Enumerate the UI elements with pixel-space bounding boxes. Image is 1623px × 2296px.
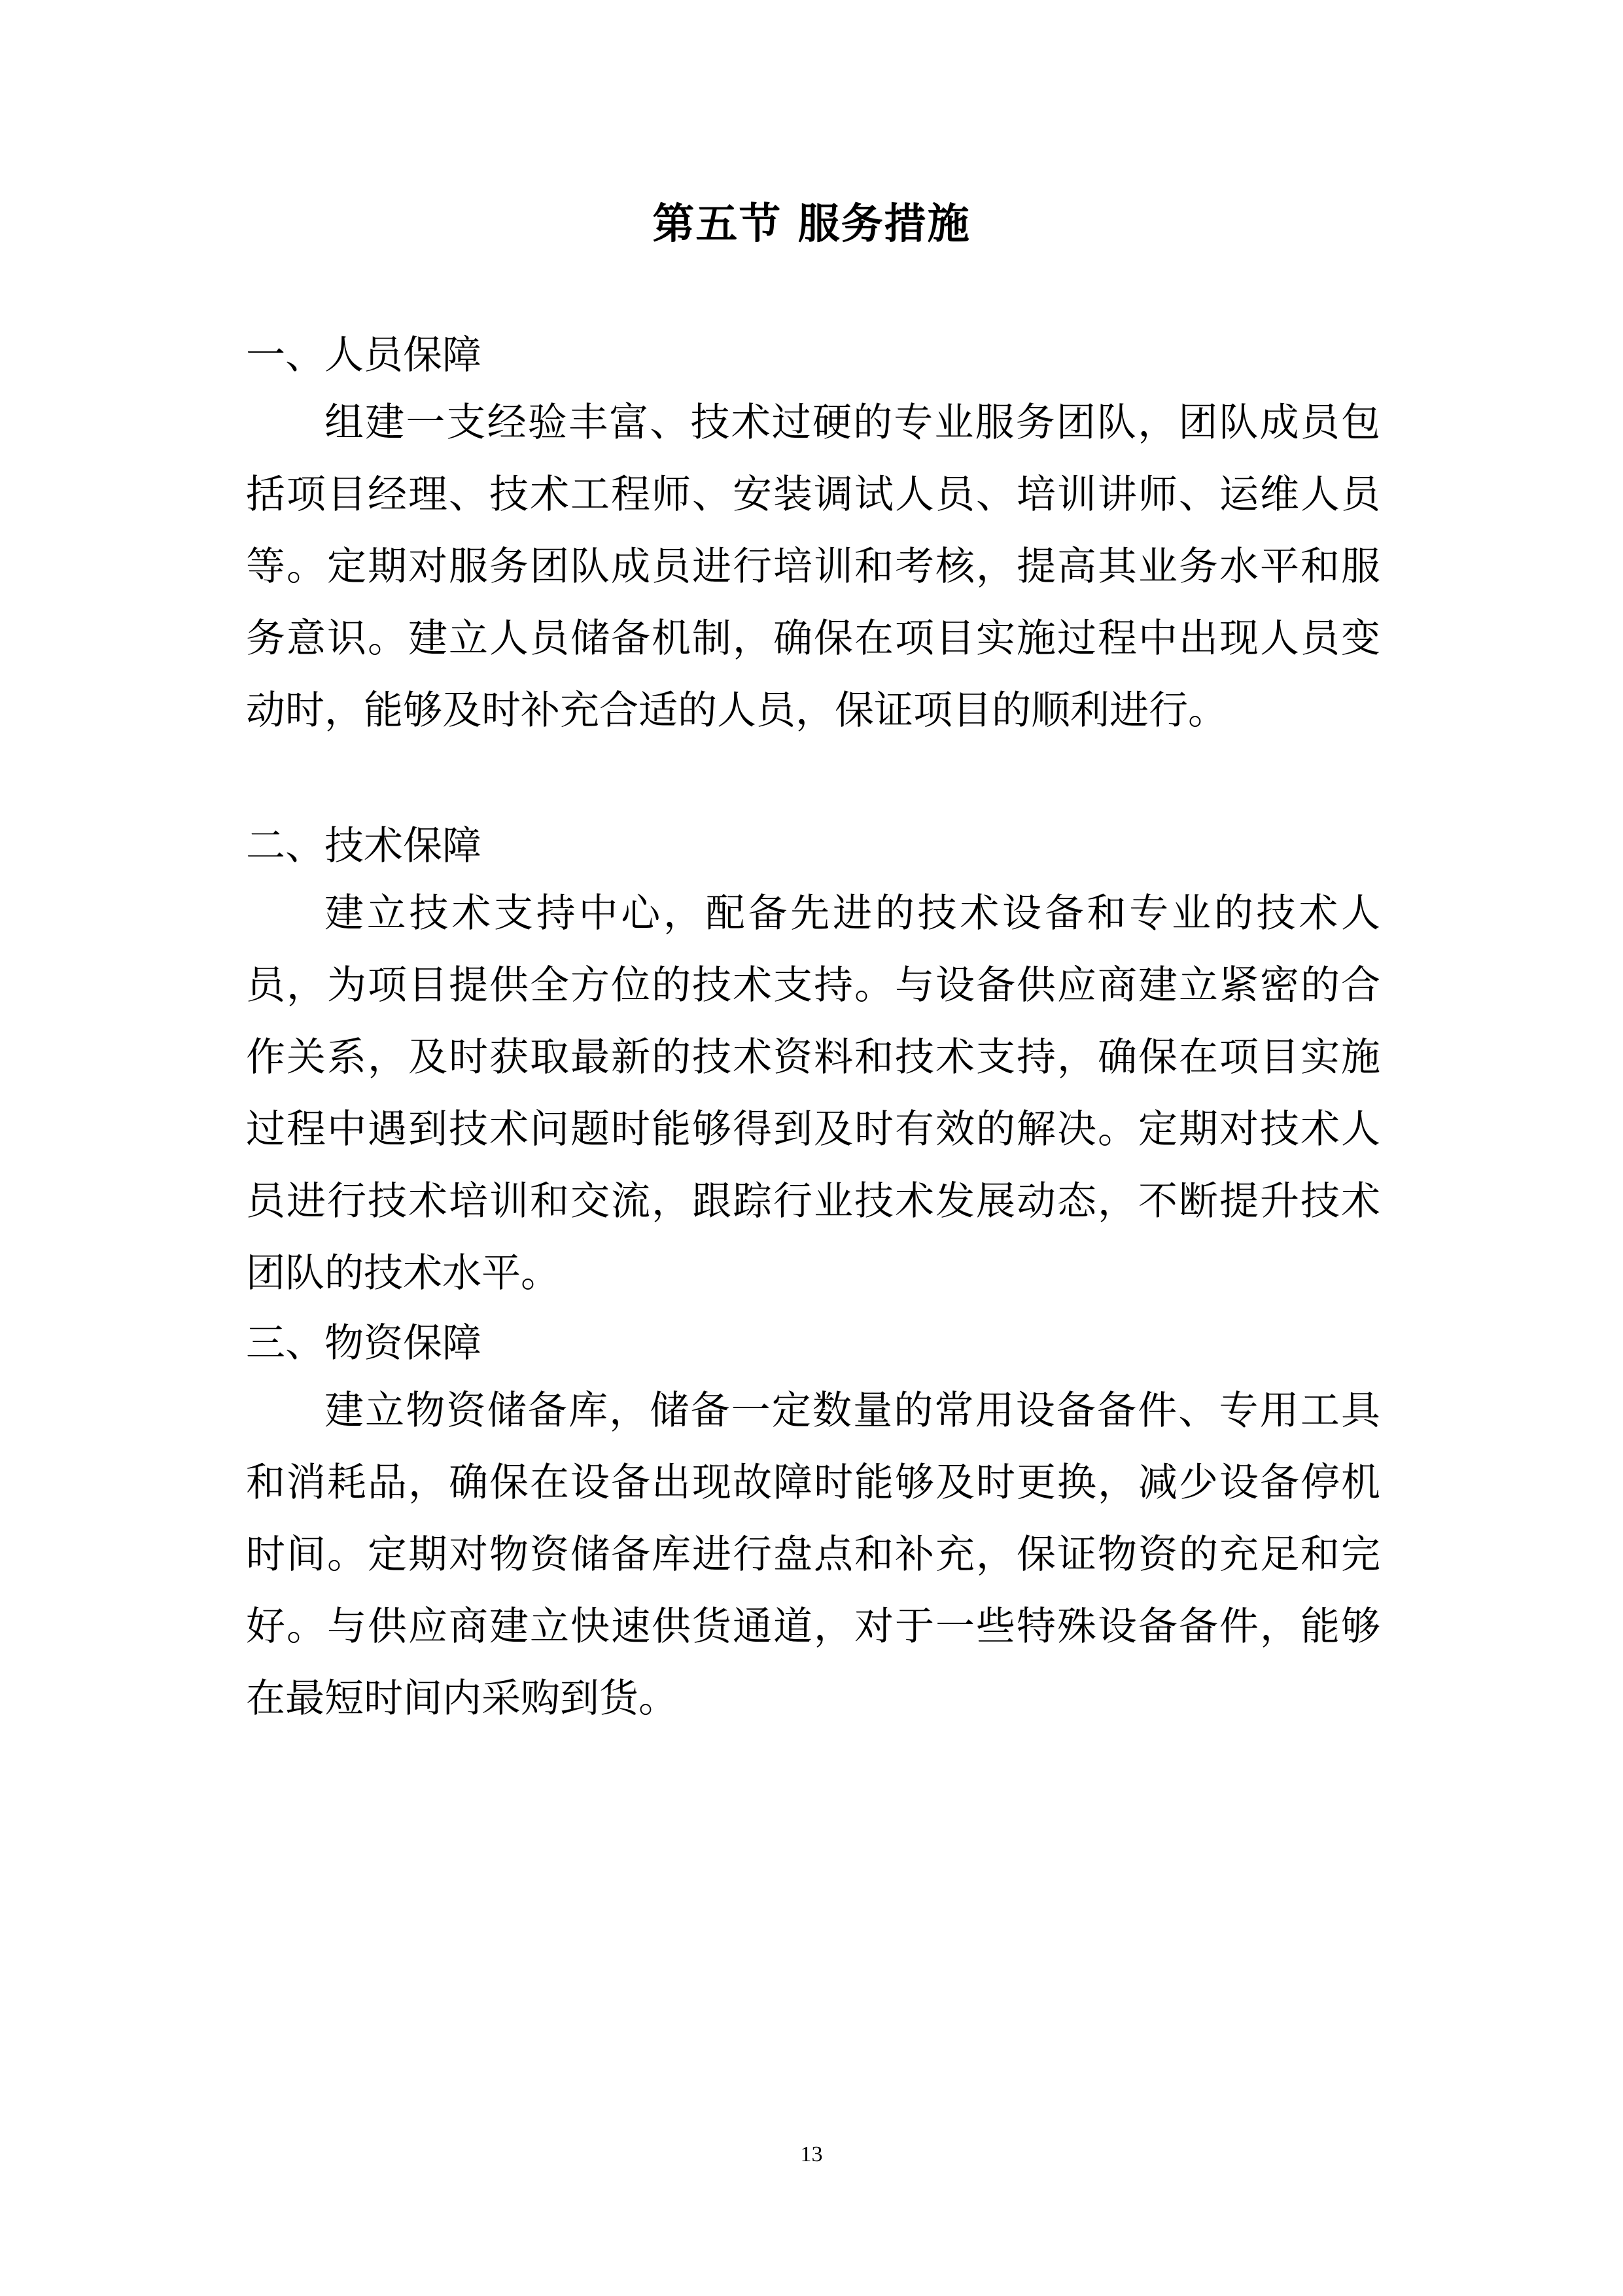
section-title: 第五节 服务措施: [652, 200, 971, 249]
section-heading: 一、人员保障: [246, 332, 481, 378]
section-heading: 三、物资保障: [246, 1320, 481, 1366]
section-heading: 二、技术保障: [246, 823, 481, 869]
section-paragraph: 建立物资储备库，储备一定数量的常用设备备件、专用工具和消耗品，确保在设备出现故障时能够及时更换，减少设备停机时间。定期对物资储备库进行盘点和补充，保证物资的充足和完好。与供应商建立快速供货通道，对于一些特殊设备备件，能够在最短时间内采购到货。: [246, 1388, 1380, 1722]
section-materials: [246, 1312, 1380, 1735]
page-number: 13: [800, 2142, 823, 2166]
section-paragraph: 建立技术支持中心，配备先进的技术设备和专业的技术人员，为项目提供全方位的技术支持。与设备供应商建立紧密的合作关系，及时获取最新的技术资料和技术支持，确保在项目实施过程中遇到技术问题时能够得到及时有效的解决。定期对技术人员进行技术培训和交流，跟踪行业技术发展动态，不断提升技术团队的技术水平。: [246, 891, 1380, 1296]
section-personnel: [246, 324, 1380, 747]
section-technical: [246, 815, 1380, 1309]
section-paragraph: 组建一支经验丰富、技术过硬的专业服务团队，团队成员包括项目经理、技术工程师、安装调试人员、培训讲师、运维人员等。定期对服务团队成员进行培训和考核，提高其业务水平和服务意识。建立人员储备机制，确保在项目实施过程中出现人员变动时，能够及时补充合适的人员，保证项目的顺利进行。: [246, 400, 1380, 733]
